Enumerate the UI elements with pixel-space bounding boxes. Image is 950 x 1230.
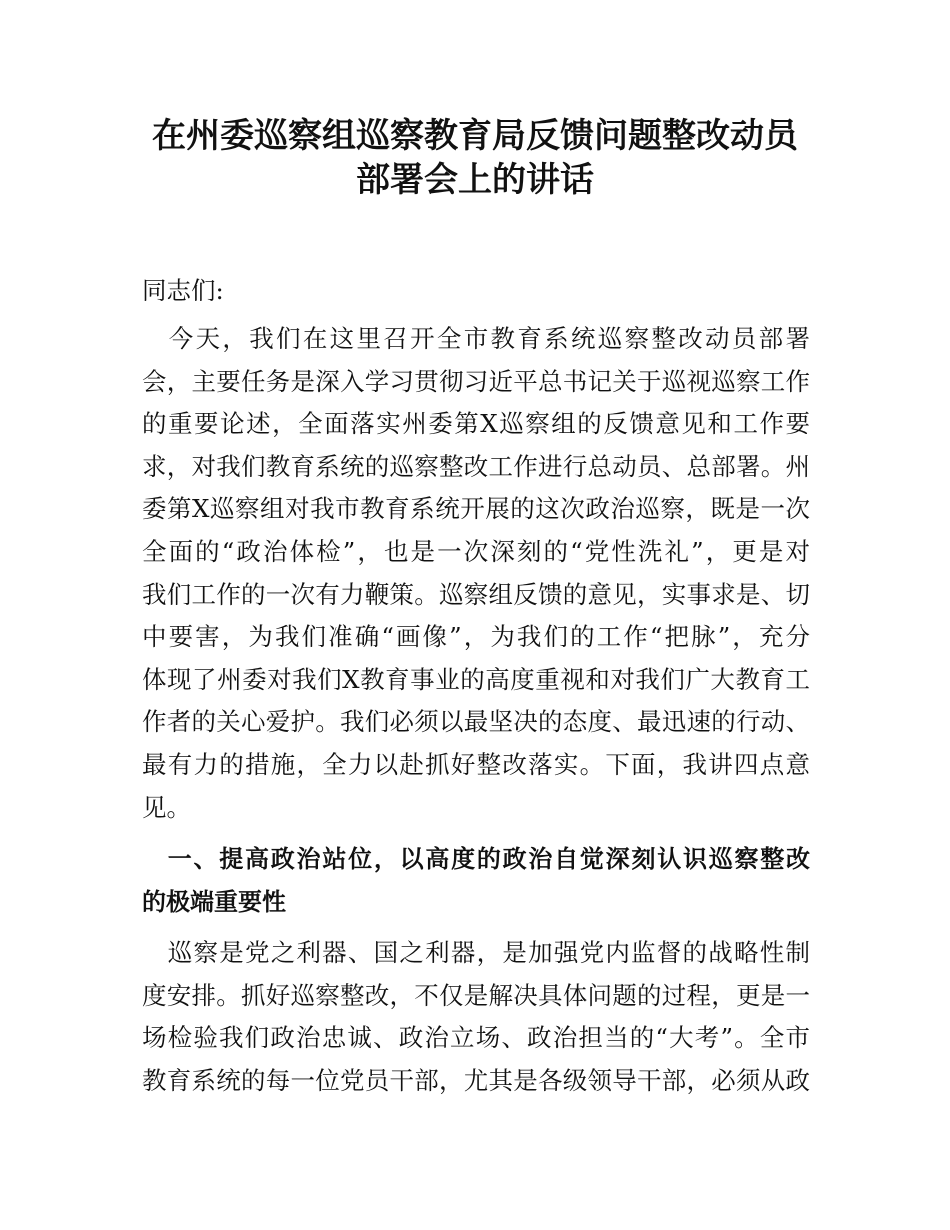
document-title-line-1: 在州委巡察组巡察教育局反馈问题整改动员 <box>152 116 798 156</box>
paragraph-1-line-5: 委第X巡察组对我市教育系统开展的这次政治巡察，既是一次 <box>142 494 810 524</box>
paragraph-1-line-11: 最有力的措施，全力以赴抓好整改落实。下面，我讲四点意 <box>142 750 810 779</box>
paragraph-1-line-10: 作者的关心爱护。我们必须以最坚决的态度、最迅速的行动、 <box>142 707 810 737</box>
paragraph-1-line-9: 体现了州委对我们X教育事业的高度重视和对我们广大教育工 <box>142 664 810 694</box>
paragraph-1-line-6: 全面的“政治体检”，也是一次深刻的“党性洗礼”，更是对 <box>142 537 810 566</box>
document-title-line-2: 部署会上的讲话 <box>356 160 594 200</box>
paragraph-1-line-4: 求，对我们教育系统的巡察整改工作进行总动员、总部署。州 <box>142 451 810 481</box>
paragraph-1-line-8: 中要害，为我们准确“画像”，为我们的工作“把脉”，充分 <box>142 622 810 652</box>
paragraph-1-line-1: 今天，我们在这里召开全市教育系统巡察整改动员部署 <box>142 324 810 353</box>
paragraph-1-line-2: 会，主要任务是深入学习贯彻习近平总书记关于巡视巡察工作 <box>142 366 810 396</box>
paragraph-2-line-1: 巡察是党之利器、国之利器，是加强党内监督的战略性制 <box>142 938 810 967</box>
paragraph-2-line-3: 场检验我们政治忠诚、政治立场、政治担当的“大考”。全市 <box>142 1023 810 1053</box>
paragraph-1-line-3: 的重要论述，全面落实州委第X巡察组的反馈意见和工作要 <box>142 409 810 439</box>
paragraph-1-line-7: 我们工作的一次有力鞭策。巡察组反馈的意见，实事求是、切 <box>142 579 810 609</box>
salutation: 同志们: <box>142 276 224 305</box>
section-heading-1-line-2: 的极端重要性 <box>142 887 286 916</box>
section-heading-1-line-1: 一、提高政治站位，以高度的政治自觉深刻认识巡察整改 <box>142 845 810 873</box>
paragraph-1-line-12: 见。 <box>142 792 191 822</box>
paragraph-2-line-4: 教育系统的每一位党员干部，尤其是各级领导干部，必须从政 <box>142 1065 810 1095</box>
paragraph-2-line-2: 度安排。抓好巡察整改，不仅是解决具体问题的过程，更是一 <box>142 980 810 1010</box>
